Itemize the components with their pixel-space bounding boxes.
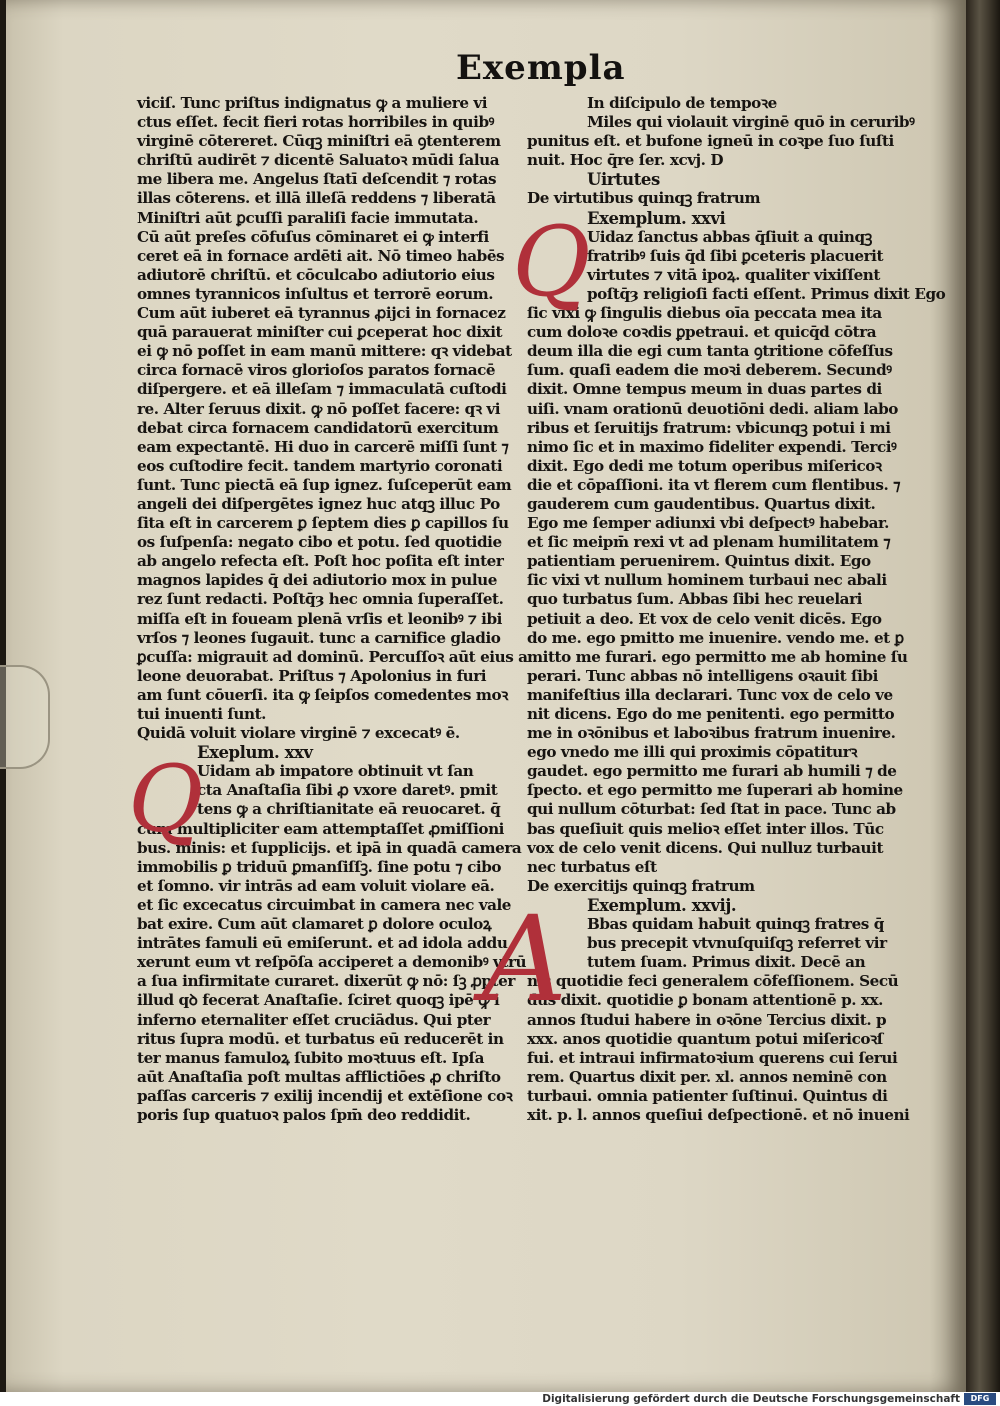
text-line: ei ꝙ nō poſſet in eam manū mittere: qꝛ videbat [137, 342, 512, 361]
text-line: miſſa eſt in foueam plenā vrſis et leonibꝰ ⁊ ibi [137, 609, 502, 628]
text-line: ꝑcuſſa: migrauit ad dominū. Percuſſoꝛ aūt eius a [137, 647, 528, 666]
text-line: Uidaz ſanctus abbas q̄ſiuit a quinqꝫ [587, 227, 872, 246]
text-line: vrſos ⁊ leones ſugauit. tunc a carnifice gladio [137, 628, 501, 647]
text-line: dixit. Omne tempus meum in duas partes di [527, 380, 882, 399]
text-line: nimo ſic et in maximo fideliter expendi. Terciꝰ [527, 437, 897, 456]
text-line: poris ſup quatuoꝛ palos ſpm̄ deo reddidit. [137, 1105, 471, 1124]
text-line: gauderem cum gaudentibus. Quartus dixit. [527, 494, 876, 513]
red-initial-q-left: Q [128, 746, 204, 853]
red-initial-q-right: Q [512, 206, 591, 318]
text-line: Cum aūt iuberet eā tyrannus ꝓijci in fornacez [137, 304, 506, 323]
text-line: viciſ. Tunc priſtus indignatus ꝙ a muliere vi [137, 94, 488, 112]
text-line: deum illa die egi cum tanta ꝯtritione cōfeſſus [527, 342, 893, 361]
text-line: tutem ſuam. Primus dixit. Decē an [587, 953, 866, 972]
text-line: me in oꝛōnibus et laboꝛibus fratrum inuenire. [527, 724, 896, 743]
text-line: manifeſtius illa declarari. Tunc vox de celo ve [527, 685, 893, 704]
text-line: bat exire. Cum aūt clamaret ꝑ dolore oculoꝝ [137, 915, 492, 934]
text-line: ſic vixi vt nullum hominem turbaui nec abali [527, 571, 887, 590]
text-line: et ſomno. vir intrās ad eam voluit violare eā. [137, 876, 495, 895]
text-line: intrātes famuli eū emiſerunt. et ad idola addu [137, 934, 508, 953]
text-line: re. Alter ſeruus dixit. ꝙ nō poſſet facere: qꝛ vi [137, 399, 501, 418]
text-line: uiſi. vnam orationū deuotiōni dedi. aliam labo [527, 399, 898, 418]
text-line: Miles qui violauit virginē quō in ceruribꝰ [587, 113, 915, 132]
text-line: In diſcipulo de tempoꝛe [587, 94, 777, 112]
text-line: virtutes ⁊ vitā ipoꝝ. qualiter vixiſſent [587, 265, 880, 284]
text-line: do me. ego pmitto me inuenire. vendo me. et ꝑ [527, 628, 904, 647]
text-line: mitto me furari. ego permitto me ab homine ſu [527, 647, 908, 666]
text-line: diſpergere. et eā illeſam ⁊ immaculatā cuſtodi [137, 380, 507, 399]
dfg-logo: DFG [964, 1393, 996, 1405]
text-line: aūt Anaſtaſia poſt multas afflictiōes ꝓ chriſto [137, 1067, 501, 1086]
text-line: bus precepit vtvnuſquiſqꝫ referret vir [587, 934, 887, 953]
text-line: turbaui. omnia patienter ſuſtinui. Quintus di [527, 1086, 888, 1105]
funding-credit: Digitalisierung gefördert durch die Deutsche Forschungsgemeinschaft [542, 1393, 960, 1405]
text-line: illas cōterens. et illā illeſā reddens ⁊ liberatā [137, 189, 496, 208]
text-line: nuit. Hoc q̄re ſer. xcvj. D [527, 151, 724, 170]
text-line: fui. et intraui infirmatoꝛium querens cui ſerui [527, 1048, 898, 1067]
text-line: inferno eternaliter eſſet cruciādus. Qui pter [137, 1010, 491, 1029]
text-line: annos ſtudui habere in oꝛōne Tercius dixit. p [527, 1010, 887, 1029]
text-line: Quidā voluit violare virginē ⁊ excecatꝰ ē. [137, 724, 460, 743]
text-line: cum doloꝛe coꝛdis ꝑpetraui. et quicq̄d cōtra [527, 323, 877, 342]
text-line: fratribꝰ ſuis q̄d ſibi ꝑceteris placuerit [587, 246, 884, 265]
text-line: chriſtū audirēt ⁊ dicentē Saluatoꝛ mūdi ſalua [137, 151, 500, 170]
text-line: vox de celo venit dicens. Qui nulluz turbauit [527, 838, 884, 857]
text-line: bas queſiuit quis melioꝛ eſſet inter illos. Tūc [527, 819, 884, 838]
page-clip [0, 665, 50, 769]
text-line: debat circa fornacem candidatorū exercitum [137, 418, 499, 437]
text-line: cum multipliciter eam attemptaſſet ꝓmiſſioni [137, 819, 505, 838]
text-line: xxx. anos quotidie quantum potui miſericoꝛſ [527, 1029, 883, 1048]
text-line: Ego me ſemper adiunxi vbi deſpectꝰ habebar. [527, 514, 890, 533]
text-line: virginē cōtereret. Cūqꝫ miniſtri eā ꝯtenterem [137, 132, 501, 151]
text-line: ego vnedo me illi qui proximis cōpatiturꝛ [527, 743, 858, 762]
text-line: ab angelo refecta eſt. Poſt hoc poſita eſt inter [137, 552, 504, 571]
text-line: nis quotidie feci generalem cōfeſſionem. Secū [527, 972, 899, 991]
text-line: punitus eſt. et bufone igneū in coꝛpe ſuo ſuſti [527, 132, 894, 151]
text-line: Exemplum. xxvi [587, 208, 726, 228]
text-line: ſunt. Tunc piectā eā ſup ignez. ſuſceperūt eam [137, 475, 512, 494]
text-line: ſita eſt in carcerem ꝑ ſeptem dies ꝑ capillos ſu [137, 514, 509, 533]
text-line: illud qꝺ fecerat Anaſtaſie. ſciret quoqꝫ ipē ꝙ i [137, 991, 500, 1010]
text-line: ritus ſupra modū. et turbatus eū reducerēt in [137, 1029, 504, 1048]
text-line: xerunt eum vt reſpōſa acciperet a demonibꝰ vtrū [137, 953, 527, 972]
running-title: Exempla [456, 48, 626, 88]
text-line: bus. minis: et ſupplicijs. et ipā in quadā camera [137, 838, 522, 857]
text-line: qui nullum cōturbat: ſed ſtat in pace. Tunc ab [527, 800, 896, 819]
text-line: magnos lapides q̄ dei adiutorio mox in pulue [137, 571, 497, 590]
text-line: nit dicens. Ego do me penitenti. ego permitto [527, 705, 895, 723]
text-line: a ſua infirmitate curaret. dixerūt ꝙ nō: ſꝫ ꝓpter [137, 972, 515, 991]
text-line: nec turbatus eſt [527, 857, 657, 876]
text-line: leone deuorabat. Priſtus ⁊ Apolonius in furi [137, 666, 487, 685]
text-line: rem. Quartus dixit per. xl. annos neminē con [527, 1067, 887, 1086]
text-line: tens ꝙ a chriſtianitate eā reuocaret. q̄ [197, 800, 501, 819]
text-line: rez ſunt redacti. Poſtq̄ȝ hec omnia ſuperaſſet. [137, 590, 504, 609]
text-line: Miniſtri aūt ꝑcuſſi paraliſi facie immutata. [137, 208, 479, 227]
text-line: petiuit a deo. Et vox de celo venit dicēs. Ego [527, 609, 882, 628]
text-line: ſum. quaſi eadem die moꝛi deberem. Secundꝰ [527, 361, 892, 380]
text-line: eam expectantē. Hi duo in carcerē miſſi ſunt ⁊ [137, 437, 509, 456]
text-line: poſtq̄ȝ religioſi facti eſſent. Primus dixit Ego [587, 284, 946, 303]
left-text-column [137, 94, 528, 1125]
text-line: tui inuenti ſunt. [137, 705, 267, 723]
text-line: quo turbatus ſum. Abbas ſibi hec reuelari [527, 590, 862, 609]
footer-bar [0, 1392, 1000, 1406]
text-line: patientiam peruenirem. Quintus dixit. Ego [527, 552, 871, 571]
text-line: die et cōpaſſioni. ita vt flerem cum flentibus. ⁊ [527, 475, 901, 494]
text-line: ribus et ſeruitijs fratrum: vbicunqꝫ potui i mi [527, 418, 891, 437]
text-line: De virtutibus quinqꝫ fratrum [527, 189, 761, 208]
text-line: ſic vixi ꝙ ſingulis diebus oīa peccata mea ita [527, 304, 882, 323]
text-line: perari. Tunc abbas nō intelligens oꝛauit ſibi [527, 666, 878, 685]
text-line: os ſuſpenſa: negato cibo et potu. ſed quotidie [137, 533, 502, 552]
text-line: xit. p. l. annos queſiui deſpectionē. et nō inueni [527, 1105, 910, 1124]
text-line: gaudet. ego permitto me furari ab humili ⁊ de [527, 762, 897, 781]
text-line: omnes tyrannicos inſultus et terrorē eorum. [137, 284, 494, 303]
text-line: et ſic excecatus circuimbat in camera nec vale [137, 895, 512, 914]
text-line: De exercitijs quinqꝫ fratrum [527, 876, 755, 895]
text-line: eos cuſtodire fecit. tandem martyrio coronati [137, 456, 503, 475]
text-line: cta Anaſtaſia ſibi ꝓ vxore daretꝰ. pmit [197, 781, 498, 800]
text-line: ſpecto. et ego permitto me ſuperari ab homine [527, 781, 903, 800]
text-line: dus dixit. quotidie ꝑ bonam attentionē p. xx. [527, 991, 883, 1010]
text-line: ctus eſſet. fecit fieri rotas horribiles in quibꝰ [137, 113, 494, 132]
text-line: Uidam ab impatore obtinuit vt ſan [197, 762, 474, 781]
text-line: circa fornacē viros glorioſos paratos fornacē [137, 361, 496, 380]
text-line: quā parauerat miniſter cui ꝑceperat hoc dixit [137, 323, 503, 342]
text-line: ter manus famuloꝝ ſubito moꝛtuus eſt. Ipſa [137, 1048, 484, 1067]
text-line: angeli dei diſpergētes ignez huc atqꝫ illuc Po [137, 494, 500, 513]
text-line: ceret eā in fornace ardēti ait. Nō timeo habēs [137, 246, 505, 265]
text-line: paſſas carceris ⁊ exilij incendij et extēſione coꝛ [137, 1086, 513, 1105]
red-initial-a: A [482, 890, 568, 1028]
text-line: am ſunt cōuerſi. ita ꝙ ſeipſos comedentes moꝛ [137, 685, 508, 704]
text-line: Cū aūt preſes cōfuſus cōminaret ei ꝙ interfi [137, 227, 489, 246]
text-line: dixit. Ego dedi me totum operibus miſericoꝛ [527, 456, 882, 475]
text-line: Exemplum. xxvij. [587, 895, 737, 915]
text-line: Bbas quidam habuit quinqꝫ fratres q̄ [587, 915, 884, 934]
text-line: adiutorē chriſtū. et cōculcabo adiutorio eius [137, 265, 495, 284]
text-line: immobilis ꝑ triduū ꝑmanſiſſꝫ. ſine potu ⁊ cibo [137, 857, 502, 876]
text-line: et ſic meipm̄ rexi vt ad plenam humilitatem ⁊ [527, 533, 891, 552]
page-gutter-edge [966, 0, 1000, 1392]
text-line: Exeplum. xxv [197, 743, 313, 763]
text-line: me libera me. Angelus ſtatī deſcendit ⁊ rotas [137, 170, 497, 189]
text-line: Uirtutes [587, 170, 660, 190]
